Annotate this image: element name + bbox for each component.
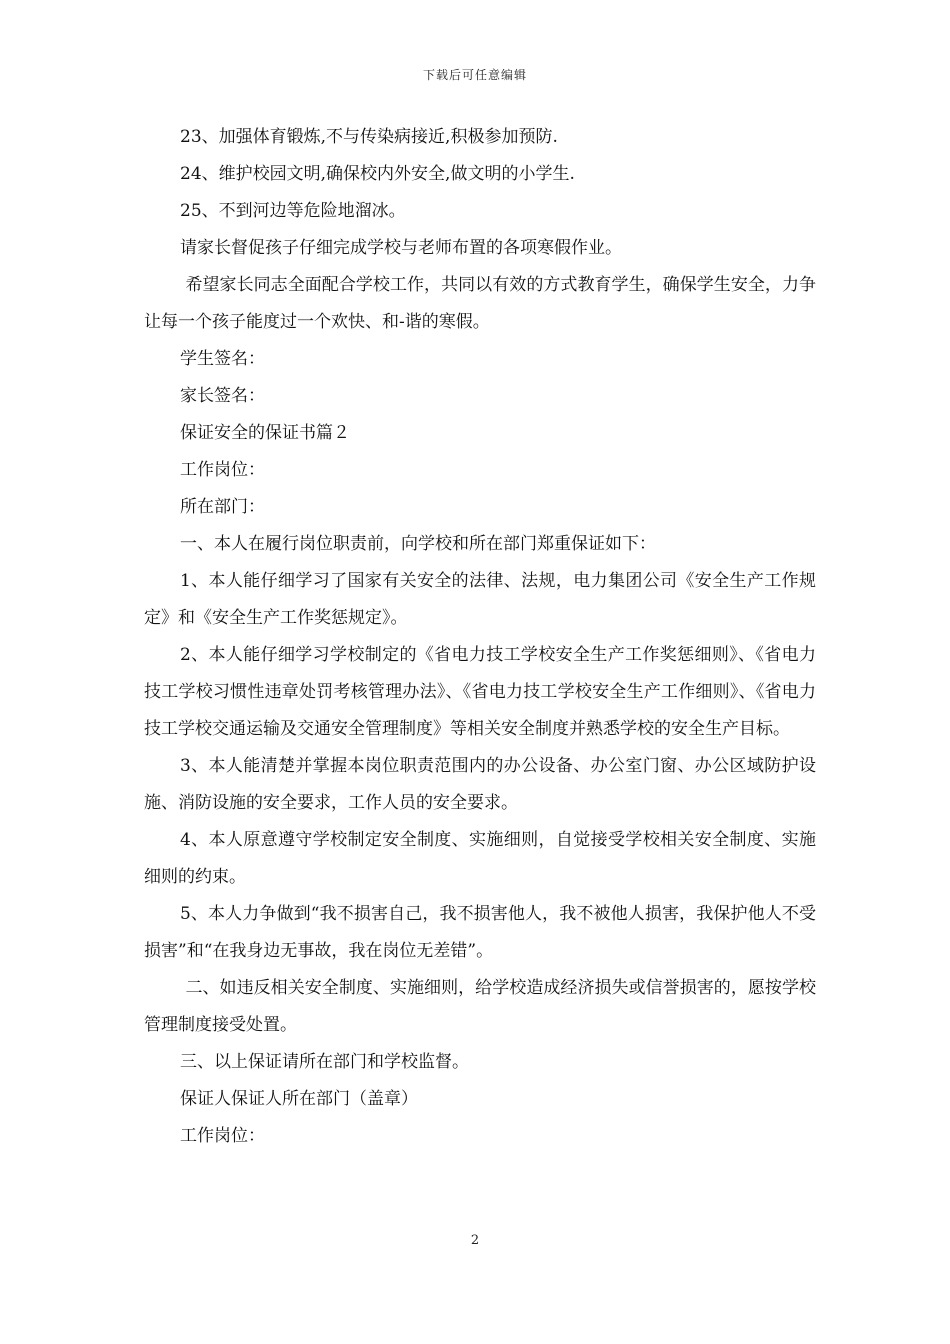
paragraph: 4、本人原意遵守学校制定安全制度、实施细则，自觉接受学校相关安全制度、实施细则的约束。 <box>144 830 816 887</box>
paragraph: 23、加强体育锻炼,不与传染病接近,积极参加预防. <box>180 127 558 147</box>
paragraph: 一、本人在履行岗位职责前，向学校和所在部门郑重保证如下： <box>180 534 656 554</box>
page-number: 2 <box>470 1233 480 1248</box>
section-title: 保证安全的保证书篇２ <box>180 423 350 443</box>
job-position-label: 工作岗位： <box>180 460 265 480</box>
paragraph: 2、本人能仔细学习学校制定的《省电力技工学校安全生产工作奖惩细则》、《省电力技工学校习惯性违章处罚考核管理办法》、《省电力技工学校安全生产工作细则》、《省电力技工学校交通运输及交通安全管理制度》等相关安全制度并熟悉学校的安全生产目标。 <box>144 645 816 739</box>
department-label: 所在部门： <box>180 497 265 517</box>
document-body <box>144 119 816 1155</box>
student-signature-label: 学生签名： <box>180 349 265 369</box>
job-position-label: 工作岗位： <box>180 1126 265 1146</box>
parent-signature-label: 家长签名： <box>180 386 265 406</box>
paragraph: 3、本人能清楚并掌握本岗位职责范围内的办公设备、办公室门窗、办公区域防护设施、消防设施的安全要求，工作人员的安全要求。 <box>144 756 816 813</box>
paragraph: 请家长督促孩子仔细完成学校与老师布置的各项寒假作业。 <box>180 238 622 258</box>
paragraph: 24、维护校园文明,确保校内外安全,做文明的小学生. <box>180 164 575 184</box>
paragraph: 1、本人能仔细学习了国家有关安全的法律、法规，电力集团公司《安全生产工作规定》和《安全生产工作奖惩规定》。 <box>144 571 816 628</box>
paragraph: 希望家长同志全面配合学校工作，共同以有效的方式教育学生，确保学生安全，力争让每一个孩子能度过一个欢快、和-谐的寒假。 <box>144 275 817 332</box>
paragraph: 25、不到河边等危险地溜冰。 <box>180 201 406 221</box>
paragraph: 5、本人力争做到“我不损害自己，我不损害他人，我不被他人损害，我保护他人不受损害”和“在我身边无事故，我在岗位无差错”。 <box>144 904 816 961</box>
paragraph: 三、以上保证请所在部门和学校监督。 <box>180 1052 469 1072</box>
page-header: 下载后可任意编辑 <box>422 68 527 82</box>
paragraph: 二、如违反相关安全制度、实施细则，给学校造成经济损失或信誉损害的，愿按学校管理制度接受处置。 <box>144 978 817 1035</box>
guarantor-label: 保证人保证人所在部门（盖章） <box>180 1089 418 1109</box>
